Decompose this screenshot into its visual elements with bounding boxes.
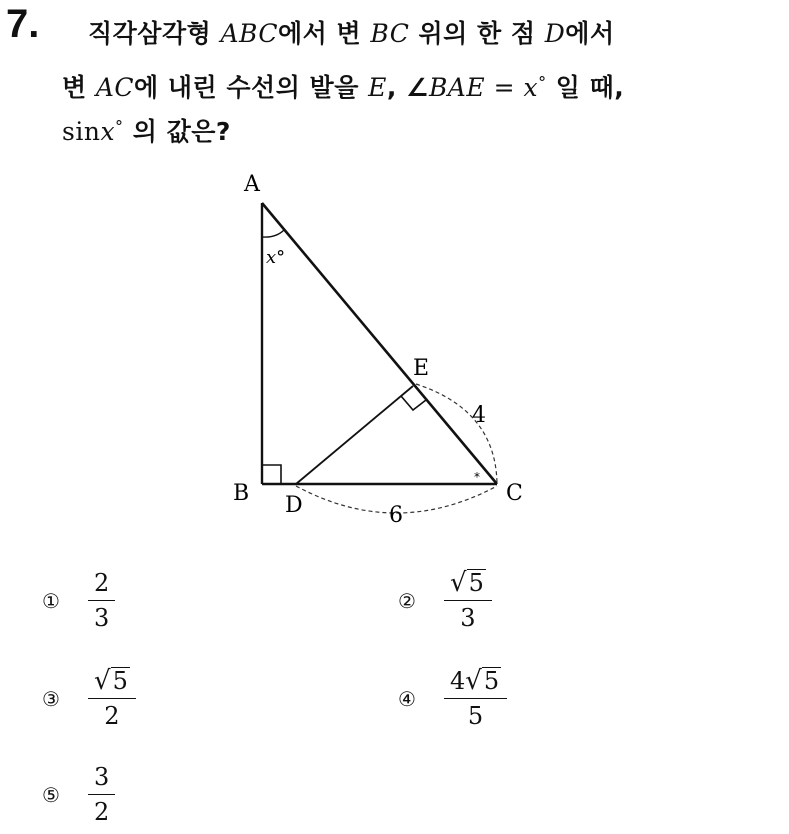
label-length-EC: 4 xyxy=(472,403,486,428)
question-number: 7. xyxy=(6,2,40,46)
side-AC xyxy=(262,203,497,484)
choice-3[interactable] xyxy=(42,666,136,731)
fraction-denominator: 2 xyxy=(94,798,110,826)
fraction-bar xyxy=(88,698,136,699)
label-angle-x: x° xyxy=(266,247,286,268)
text-run: ° xyxy=(115,117,124,136)
choice-marker: ② xyxy=(398,588,416,613)
text-run: 에서 변 xyxy=(278,19,371,48)
choice-fraction xyxy=(444,568,492,633)
text-run: 에서 xyxy=(565,19,615,48)
angle-mark-C: * xyxy=(474,470,480,484)
label-C: C xyxy=(506,481,523,506)
right-angle-mark-E xyxy=(401,396,426,410)
text-run: E xyxy=(368,73,387,102)
choice-1[interactable] xyxy=(42,568,115,633)
choice-marker: ① xyxy=(42,588,60,613)
fraction-numerator xyxy=(88,568,115,598)
fraction-numerator xyxy=(88,762,115,792)
text-run: AC xyxy=(95,73,135,102)
fraction-bar xyxy=(88,794,115,795)
sqrt-sign-icon: √ xyxy=(94,666,111,696)
fraction-denominator: 5 xyxy=(467,702,484,730)
text-run: D xyxy=(544,19,566,48)
text-run: = xyxy=(485,73,524,102)
sqrt-sign-icon: √ xyxy=(465,666,482,696)
choice-fraction xyxy=(444,666,507,731)
radicand: 5 xyxy=(483,667,500,695)
label-length-DC: 6 xyxy=(389,503,403,528)
radicand: 5 xyxy=(468,569,484,597)
label-D: D xyxy=(285,493,303,518)
choice-fraction xyxy=(88,762,115,827)
text-run: 에 내린 수선의 발을 xyxy=(134,73,369,102)
text-run: BC xyxy=(370,19,410,48)
fraction-denominator: 3 xyxy=(94,604,110,632)
text-run: x xyxy=(100,117,116,146)
text-run: sin xyxy=(62,117,101,146)
text-run: , ∠ xyxy=(386,73,429,102)
choice-4[interactable] xyxy=(398,666,507,731)
label-A: A xyxy=(244,172,260,197)
coefficient: 4 xyxy=(450,667,466,695)
text-run: BAE xyxy=(428,73,486,102)
choice-fraction xyxy=(88,666,136,731)
label-B: B xyxy=(233,481,250,506)
text-run: ° xyxy=(538,73,547,92)
fraction-denominator: 2 xyxy=(104,702,120,730)
radicand: 5 xyxy=(112,667,128,695)
choice-fraction xyxy=(88,568,115,633)
right-angle-mark-B xyxy=(262,465,281,484)
fraction-numerator xyxy=(88,666,136,696)
sqrt xyxy=(450,569,486,596)
fraction-numerator xyxy=(444,568,492,598)
text-run: x xyxy=(523,73,539,102)
fraction-bar xyxy=(444,698,507,699)
choice-marker: ④ xyxy=(398,686,416,711)
choice-marker: ⑤ xyxy=(42,782,60,807)
fraction-bar xyxy=(444,600,492,601)
choice-5[interactable] xyxy=(42,762,115,827)
label-E: E xyxy=(413,356,430,381)
fraction-denominator: 3 xyxy=(460,604,476,632)
choice-marker: ③ xyxy=(42,686,60,711)
choice-2[interactable] xyxy=(398,568,492,633)
segment-DE xyxy=(296,386,413,484)
text-run: 의 값은? xyxy=(123,117,231,146)
angle-arc-A xyxy=(262,230,284,237)
text-run: 위의 한 점 xyxy=(409,19,545,48)
numerator-value: 3 xyxy=(94,763,110,791)
sqrt-sign-icon: √ xyxy=(450,568,467,598)
fraction-numerator xyxy=(444,666,507,696)
text-run: 직각삼각형 xyxy=(88,19,221,48)
text-run: 변 xyxy=(62,73,96,102)
fraction-bar xyxy=(88,600,115,601)
text-run: ABC xyxy=(220,19,278,48)
sqrt xyxy=(465,667,501,694)
sqrt xyxy=(94,667,130,694)
text-run: 일 때, xyxy=(546,73,625,102)
numerator-value: 2 xyxy=(94,569,110,597)
